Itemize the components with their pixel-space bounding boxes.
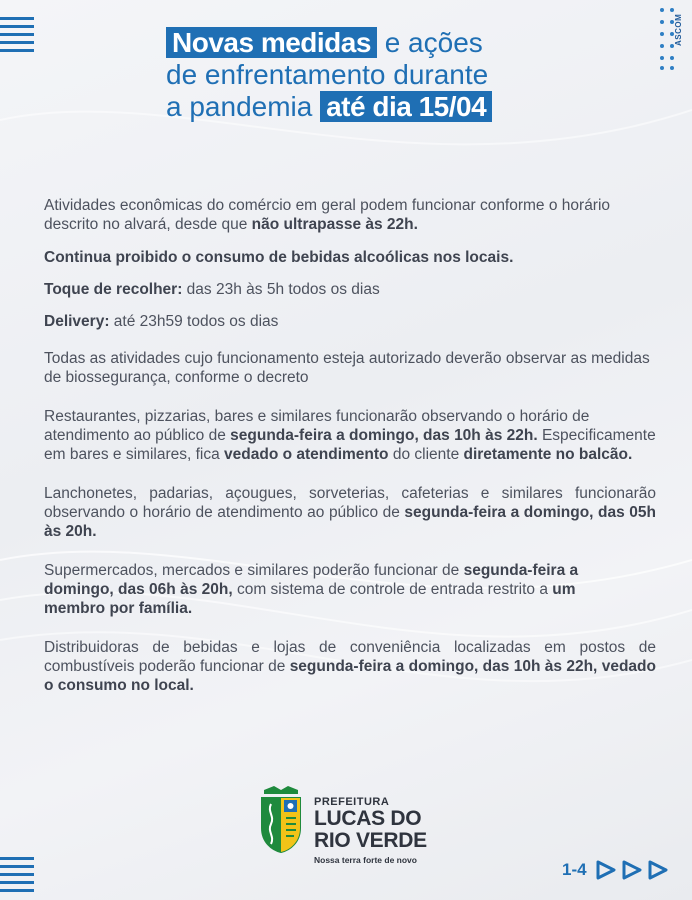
paragraph-commerce: Atividades econômicas do comércio em geral podem funcionar conforme o horário descrito no alvará, desde que não ultrapasse às 22h. <box>44 197 611 233</box>
page-title <box>166 27 546 123</box>
paragraph-restaurants: Restaurantes, pizzarias, bares e similares funcionarão observando o horário de atendimento ao público de segunda-feira a domingo, das 10h às 22h. Especificamente em bares e similares, fica vedado o atendimento do cliente diretamente no balcão. <box>44 408 656 463</box>
logo-text <box>314 796 427 865</box>
paragraph-alcohol: Continua proibido o consumo de bebidas alcoólicas nos locais. <box>44 249 514 266</box>
next-arrow-icon-2 <box>621 860 643 880</box>
decor-stripes-bottom <box>0 857 34 897</box>
next-arrow-icon-3 <box>647 860 669 880</box>
logo-slogan: Nossa terra forte de novo <box>314 855 417 865</box>
title-line-1: Novas medidas e ações <box>166 27 546 59</box>
page-indicator: 1-4 <box>562 860 587 879</box>
paragraph-delivery: Delivery: até 23h59 todos os dias <box>44 313 279 330</box>
pager <box>562 860 669 880</box>
next-arrow-icon[interactable] <box>595 860 617 880</box>
content-body <box>44 196 656 695</box>
paragraph-distributors: Distribuidoras de bebidas e lojas de conveniência localizadas em postos de combustíveis poderão funcionar de segunda-feira a domingo, das 10h às 22h, vedado o consumo no local. <box>44 639 656 694</box>
logo-prefeitura: PREFEITURA <box>314 796 390 808</box>
logo-city-line-2: RIO VERDE <box>314 829 427 852</box>
paragraph-biosafety: Todas as atividades cujo funcionamento esteja autorizado deverão observar as medidas de biossegurança, conforme o decreto <box>44 350 650 386</box>
paragraph-snackbars: Lanchonetes, padarias, açougues, sorveterias, cafeterias e similares funcionarão observando o horário de atendimento ao público de segunda-feira a domingo, das 05h às 20h. <box>44 485 656 540</box>
title-highlight-1: Novas medidas <box>166 27 377 58</box>
logo-city-line-1: LUCAS DO <box>314 807 422 830</box>
ascom-label: ASCOM <box>674 13 683 46</box>
title-line-3: a pandemia até dia 15/04 <box>166 91 546 123</box>
decor-stripes-top <box>0 17 34 57</box>
title-highlight-2: até dia 15/04 <box>320 91 492 122</box>
title-line-2: de enfrentamento durante <box>166 59 489 90</box>
paragraph-curfew: Toque de recolher: das 23h às 5h todos os dias <box>44 281 380 298</box>
city-crest-icon <box>258 784 304 854</box>
prefeitura-logo <box>258 780 448 870</box>
paragraph-supermarkets: Supermercados, mercados e similares poderão funcionar de segunda-feira a domingo, das 06h às 20h, com sistema de controle de entrada restrito a um membro por família. <box>44 562 579 617</box>
